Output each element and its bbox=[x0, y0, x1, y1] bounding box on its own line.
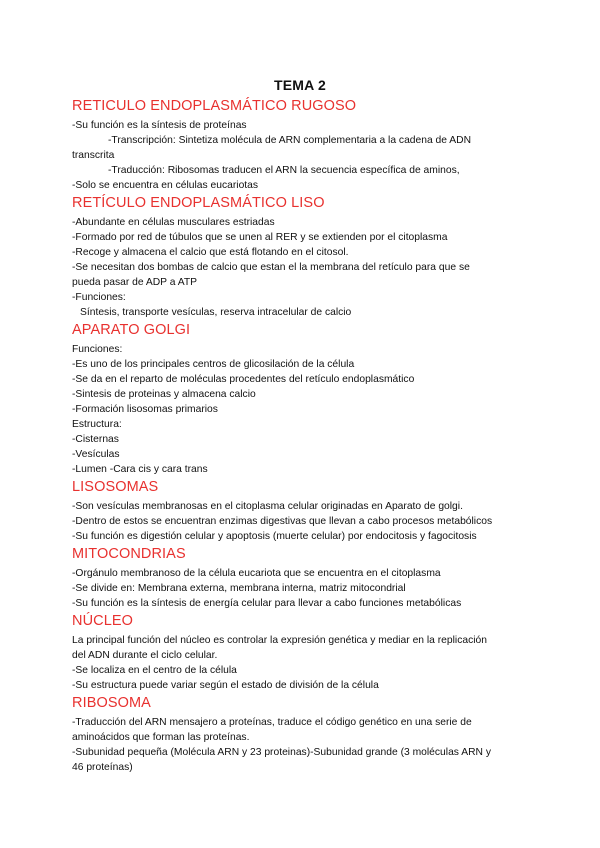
section-heading-rel: RETÍCULO ENDOPLASMÁTICO LISO bbox=[72, 195, 325, 211]
text-line: aminoácidos que forman las proteínas. bbox=[72, 732, 250, 743]
text-line: -Formación lisosomas primarios bbox=[72, 404, 218, 415]
text-line: 46 proteínas) bbox=[72, 762, 133, 773]
text-line: -Se necesitan dos bombas de calcio que estan el la membrana del retículo para que se bbox=[72, 262, 470, 273]
text-line: -Cisternas bbox=[72, 434, 119, 445]
text-line: -Funciones: bbox=[72, 292, 126, 303]
text-line: -Vesículas bbox=[72, 449, 120, 460]
text-line: -Transcripción: Sintetiza molécula de ARN complementaria a la cadena de ADN bbox=[108, 135, 472, 146]
text-line: Síntesis, transporte vesículas, reserva intracelular de calcio bbox=[80, 307, 352, 318]
text-line: pueda pasar de ADP a ATP bbox=[72, 277, 197, 288]
section-heading-ribosoma: RIBOSOMA bbox=[72, 695, 151, 711]
text-line: -Solo se encuentra en células eucariotas bbox=[72, 180, 259, 191]
text-line: -Se localiza en el centro de la célula bbox=[72, 665, 237, 676]
text-line: -Abundante en células musculares estriadas bbox=[72, 217, 275, 228]
text-line: -Su función es la síntesis de energía celular para llevar a cabo funciones metabólicas bbox=[72, 598, 462, 609]
text-line: Funciones: bbox=[72, 344, 123, 355]
document-body bbox=[72, 96, 534, 775]
text-line: -Lumen -Cara cis y cara trans bbox=[72, 464, 208, 475]
text-line: -Orgánulo membranoso de la célula eucariota que se encuentra en el citoplasma bbox=[72, 568, 441, 579]
text-line: -Recoge y almacena el calcio que está flotando en el citosol. bbox=[72, 247, 349, 258]
text-line: Estructura: bbox=[72, 419, 122, 430]
text-line: -Traducción del ARN mensajero a proteínas, traduce el código genético en una serie de bbox=[72, 717, 472, 728]
text-line: -Se divide en: Membrana externa, membrana interna, matriz mitocondrial bbox=[72, 583, 406, 594]
text-line: -Su estructura puede variar según el estado de división de la célula bbox=[72, 680, 379, 691]
text-line: -Sintesis de proteinas y almacena calcio bbox=[72, 389, 256, 400]
text-line: -Es uno de los principales centros de glicosilación de la célula bbox=[72, 359, 355, 370]
section-heading-mitocondrias: MITOCONDRIAS bbox=[72, 546, 186, 562]
text-line: -Su función es la síntesis de proteínas bbox=[72, 120, 247, 131]
text-line: -Formado por red de túbulos que se unen al RER y se extienden por el citoplasma bbox=[72, 232, 448, 243]
text-line: -Su función es digestión celular y apoptosis (muerte celular) por endocitosis y fagocitosis bbox=[72, 531, 477, 542]
text-line: transcrita bbox=[72, 150, 115, 161]
section-heading-lisosomas: LISOSOMAS bbox=[72, 479, 159, 495]
text-line: del ADN durante el ciclo celular. bbox=[72, 650, 218, 661]
text-line: -Subunidad pequeña (Molécula ARN y 23 proteinas)-Subunidad grande (3 moléculas ARN y bbox=[72, 747, 491, 758]
section-heading-rer: RETICULO ENDOPLASMÁTICO RUGOSO bbox=[72, 98, 357, 114]
text-line: -Son vesículas membranosas en el citoplasma celular originadas en Aparato de golgi. bbox=[72, 501, 463, 512]
section-heading-golgi: APARATO GOLGI bbox=[72, 322, 191, 338]
text-line: La principal función del núcleo es controlar la expresión genética y mediar en la replicación bbox=[72, 635, 487, 646]
text-line: -Traducción: Ribosomas traducen el ARN la secuencia específica de aminos, bbox=[108, 165, 460, 176]
text-line: -Se da en el reparto de moléculas procedentes del retículo endoplasmático bbox=[72, 374, 415, 385]
section-heading-nucleo: NÚCLEO bbox=[72, 613, 134, 629]
text-line: -Dentro de estos se encuentran enzimas digestivas que llevan a cabo procesos metabólicos bbox=[72, 516, 493, 527]
page-title: TEMA 2 bbox=[273, 77, 327, 93]
